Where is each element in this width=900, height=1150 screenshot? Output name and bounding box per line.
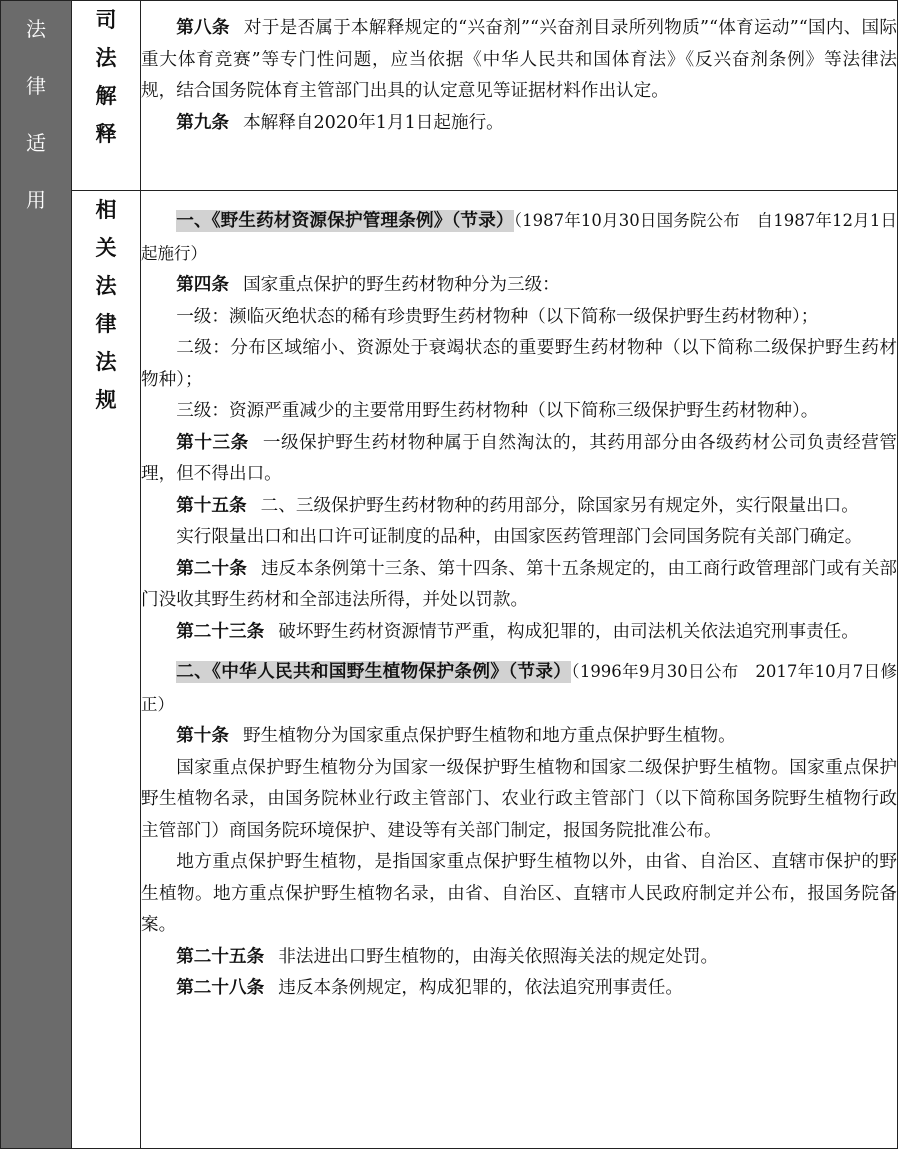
related-label-cell bbox=[72, 191, 141, 1149]
regulation-title: 二、《中华人民共和国野生植物保护条例》（节录） bbox=[176, 662, 572, 682]
judicial-label-char: 释 bbox=[95, 122, 117, 146]
article-number: 第十三条 bbox=[176, 432, 249, 453]
article-text: 二级：分布区域缩小、资源处于衰竭状态的重要野生药材物种（以下简称二级保护野生药材物种）； bbox=[141, 338, 897, 390]
article-paragraph bbox=[141, 428, 897, 491]
article-text: 一级保护野生药材物种属于自然淘汰的，其药用部分由各级药材公司负责经营管理，但不得出口。 bbox=[141, 432, 897, 484]
judicial-label bbox=[72, 1, 140, 153]
section-gap bbox=[141, 648, 897, 656]
outer-label-char: 适 bbox=[26, 131, 46, 155]
article-text: 本解释自2020年1月1日起施行。 bbox=[243, 112, 504, 133]
article-text: 实行限量出口和出口许可证制度的品种，由国家医药管理部门会同国务院有关部门确定。 bbox=[176, 527, 863, 547]
article-text: 违反本条例第十三条、第十四条、第十五条规定的，由工商行政管理部门或有关部门没收其野生药材和全部违法所得，并处以罚款。 bbox=[141, 558, 897, 610]
related-label-char: 法 bbox=[95, 350, 117, 374]
article-paragraph bbox=[141, 333, 897, 396]
article-text: 三级：资源严重减少的主要常用野生药材物种（以下简称三级保护野生药材物种）。 bbox=[176, 401, 819, 421]
article-number: 第二十三条 bbox=[176, 621, 265, 642]
article-text: 国家重点保护野生植物分为国家一级保护野生植物和国家二级保护野生植物。国家重点保护野生植物名录，由国务院林业行政主管部门、农业行政主管部门（以下简称国务院野生植物行政主管部门）商国务院环境保护、建设等有关部门制定，报国务院批准公布。 bbox=[141, 757, 897, 841]
article-paragraph bbox=[141, 753, 897, 848]
judicial-label-char: 司 bbox=[95, 8, 117, 32]
related-label-char: 相 bbox=[95, 198, 117, 222]
article-paragraph bbox=[141, 270, 897, 302]
article-text: 地方重点保护野生植物，是指国家重点保护野生植物以外，由省、自治区、直辖市保护的野生植物。地方重点保护野生植物名录，由省、自治区、直辖市人民政府制定并公布，报国务院备案。 bbox=[141, 852, 897, 935]
related-label-char: 关 bbox=[95, 236, 117, 260]
article-paragraph bbox=[141, 13, 897, 108]
article-text: 非法进出口野生植物的，由海关依照海关法的规定处罚。 bbox=[278, 946, 719, 967]
article-paragraph bbox=[141, 522, 897, 554]
outer-label-char: 法 bbox=[26, 17, 46, 41]
judicial-label-char: 法 bbox=[95, 46, 117, 70]
article-text: 对于是否属于本解释规定的“兴奋剂”“兴奋剂目录所列物质”“体育运动”“国内、国际重大体育竞赛”等专门性问题，应当依据《中华人民共和国体育法》《反兴奋剂条例》等法律法规，结合国务院体育主管部门出具的认定意见等证据材料作出认定。 bbox=[141, 18, 897, 101]
article-text: 破坏野生药材资源情节严重，构成犯罪的，由司法机关依法追究刑事责任。 bbox=[278, 621, 859, 642]
article-paragraph bbox=[141, 108, 897, 140]
regulation-heading bbox=[141, 205, 897, 270]
outer-label-cell bbox=[1, 1, 72, 1149]
article-text: 野生植物分为国家重点保护野生植物和地方重点保护野生植物。 bbox=[243, 726, 736, 746]
regulation-heading bbox=[141, 656, 897, 721]
related-label-char: 规 bbox=[95, 388, 117, 412]
article-paragraph bbox=[141, 973, 897, 1005]
article-paragraph bbox=[141, 302, 897, 334]
article-text: 违反本条例规定，构成犯罪的，依法追究刑事责任。 bbox=[278, 978, 683, 998]
article-number: 第二十五条 bbox=[176, 946, 265, 967]
related-label-char: 律 bbox=[95, 312, 117, 336]
related-content bbox=[141, 191, 898, 1149]
judicial-label-cell bbox=[72, 1, 141, 191]
article-paragraph bbox=[141, 617, 897, 649]
regulation-title: 一、《野生药材资源保护管理条例》（节录） bbox=[176, 211, 514, 231]
judicial-label-char: 解 bbox=[95, 84, 117, 108]
article-paragraph bbox=[141, 554, 897, 617]
article-number: 第二十八条 bbox=[176, 978, 265, 998]
judicial-content bbox=[141, 1, 898, 191]
article-paragraph bbox=[141, 396, 897, 428]
article-paragraph bbox=[141, 721, 897, 753]
article-number: 第八条 bbox=[176, 18, 230, 38]
article-text: 一级：濒临灭绝状态的稀有珍贵野生药材物种（以下简称一级保护野生药材物种）； bbox=[176, 306, 819, 327]
article-text: 二、三级保护野生药材物种的药用部分，除国家另有规定外，实行限量出口。 bbox=[260, 495, 859, 516]
article-paragraph bbox=[141, 942, 897, 974]
article-number: 第十条 bbox=[176, 726, 229, 746]
article-number: 第四条 bbox=[176, 275, 229, 295]
related-label-char: 法 bbox=[95, 274, 117, 298]
outer-label-char: 用 bbox=[26, 188, 46, 212]
regulation-note: （1996年9月30日公布 2017年10月7日修正） bbox=[141, 662, 897, 714]
article-paragraph bbox=[141, 491, 897, 523]
article-number: 第九条 bbox=[176, 112, 229, 133]
article-text: 国家重点保护的野生药材物种分为三级： bbox=[243, 275, 560, 295]
outer-label bbox=[1, 1, 71, 229]
article-paragraph bbox=[141, 847, 897, 942]
regulation-note: （1987年10月30日国务院公布 自1987年12月1日起施行） bbox=[141, 211, 897, 263]
related-label bbox=[72, 191, 140, 419]
article-number: 第二十条 bbox=[176, 558, 247, 579]
article-number: 第十五条 bbox=[176, 495, 247, 516]
outer-label-char: 律 bbox=[26, 74, 46, 98]
